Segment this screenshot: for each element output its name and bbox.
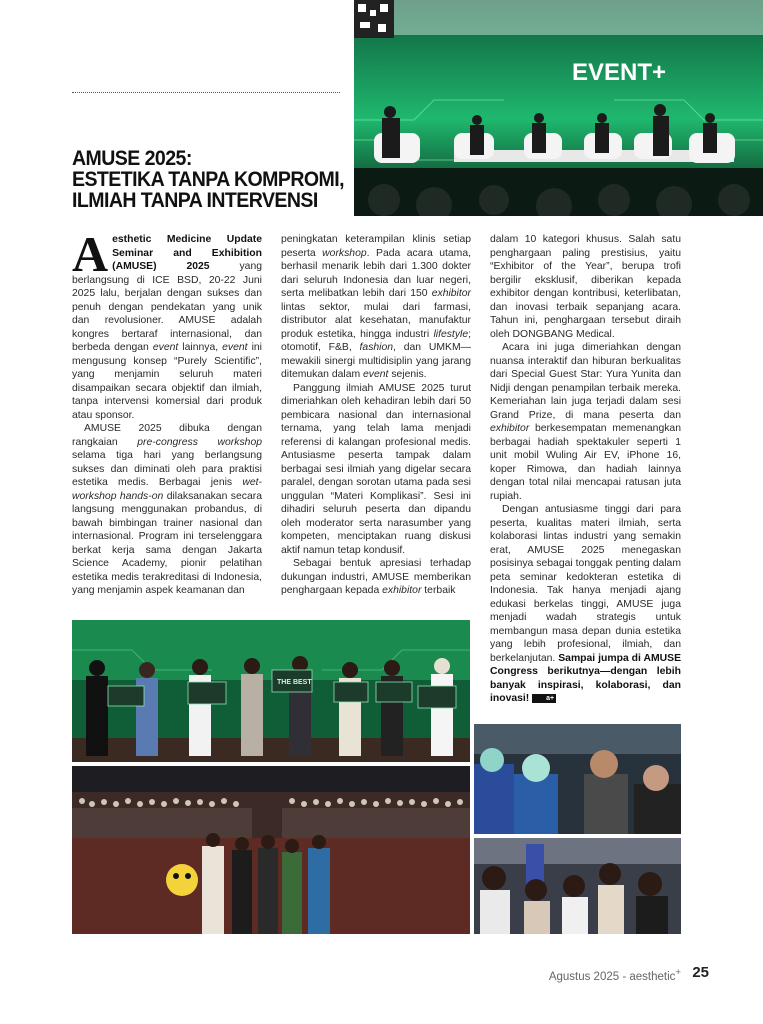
text-italic: exhibitor [382, 585, 422, 596]
paragraph [281, 557, 471, 598]
dotted-divider [72, 92, 340, 93]
text-run: Sebagai bentuk apresiasi terhadap dukungan industri, AMUSE memberikan penghargaan kepada [281, 558, 471, 596]
hero-photo-panel-discussion [354, 0, 763, 216]
article-title [72, 147, 344, 212]
plus-mark: + [675, 967, 681, 978]
text-italic: event [222, 342, 248, 353]
photo-workshop [474, 724, 681, 834]
page-number: 25 [692, 964, 709, 981]
end-mark-icon: a+ [532, 694, 556, 703]
text-run: sejenis. [388, 369, 427, 380]
photo-audience-hall [72, 766, 470, 934]
text-run: Dengan antusiasme tinggi dari para peserta, kualitas materi ilmiah, serta kolaborasi lintas industri yang semakin erat, AMUSE 2025 menegaskan posisinya sebagai tonggak penting dalam peta seminar kedokteran estetika di Indonesia. Tak hanya menjadi ajang edukasi berkelas tinggi, AMUSE juga menjadi wadah strategis untuk membangun masa depan dunia estetika yang lebih profesional, ilmiah, dan berkelanjutan. [490, 504, 681, 664]
text-italic: exhibitor [431, 288, 471, 299]
text-run: Acara ini juga dimeriahkan dengan nuansa interaktif dan hiburan berkualitas dari Special Guest Star: Yura Yunita dan Nidji dengan penampilan terbaik mereka. Kemeriahan lain juga terjadi dalam sesi Grand Prize, di mana peserta dan [490, 342, 681, 421]
article-column-3 [490, 233, 681, 706]
text-italic: event [152, 342, 179, 353]
photo-attendees [474, 838, 681, 934]
event-name-bold: esthetic Medicine Update Seminar and Exhibition (AMUSE) 2025 [112, 234, 262, 272]
photo-award-winners [72, 620, 470, 762]
title-line: ESTETIKA TANPA KOMPROMI, [72, 168, 344, 191]
text-run: lainnya, [178, 342, 223, 353]
title-line: AMUSE 2025: [72, 147, 192, 170]
closing-bold: Sampai jumpa di AMUSE Congress berikutnya—dengan lebih banyak inspirasi, kolaborasi, dan inovasi! [490, 652, 682, 704]
text-run: ; otomotif, F&B, [281, 328, 471, 353]
article-column-2 [281, 233, 471, 598]
text-run: , dan UMKM—mewakili sinergi multidisiplin yang jarang ditemukan dalam [281, 342, 471, 380]
text-italic: fashion [359, 342, 394, 353]
text-italic: wet-workshop hands-on [72, 477, 262, 502]
paragraph [72, 422, 262, 598]
text-run: . Pada acara utama, berhasil menarik lebih dari 1.300 dokter dari seluruh Indonesia dan luar negeri, serta melibatkan lebih dari 150 [281, 247, 472, 299]
text-run: ini mengusung konsep “Purely Scientific”, yang menjamin seluruh materi disampaikan secara objektif dan ilmiah, tanpa intervensi komersial dari produk atau sponsor. [72, 342, 262, 421]
text-run: dilaksanakan secara langsung menggunakan probandus, di bawah bimbingan trainer nasional dan internasional. Program ini terselenggara berkat kerja sama dengan Jakarta Science Academy, pionir pelatihan estetika medis terakreditasi di Indonesia, yang menjamin aspek keamanan dan [72, 490, 262, 596]
text-run: berkesempatan memenangkan berbagai hadiah spektakuler seperti 1 unit mobil Wuling Air EV, iPhone 16, koper Rimowa, dan hadiah lainnya dengan total nilai mencapai ratusan juta rupiah. [490, 423, 681, 502]
paragraph: dalam 10 kategori khusus. Salah satu penghargaan paling prestisius, yaitu “Exhibitor of the Year”, berupa trofi bergilir eksklusif, diberikan kepada exhibitor dengan kontribusi, keterlibatan, dan inovasi terbaik sepanjang acara. Tahun ini, penghargaan tersebut diraih oleh DONGBANG Medical. [490, 234, 681, 340]
footer-publication [549, 967, 681, 983]
text-run: yang berlangsung di ICE BSD, 20-22 Juni 2025 lalu, berjalan dengan sukses dan penuh dengan pendekatan yang unik dan revolusioner. AMUSE adalah kongres bertaraf internasional, dan berbeda dengan [72, 261, 263, 353]
text-run: lintas sektor, mulai dari farmasi, distributor alat kesehatan, manufaktur produk estetika, hingga industri [281, 301, 471, 340]
text-run: peningkatan keterampilan klinis setiap peserta [281, 234, 471, 259]
text-run: AMUSE 2025 dibuka dengan rangkaian [72, 423, 262, 448]
text-run: terbaik [421, 585, 456, 596]
text-italic: pre-congress workshop [137, 436, 262, 448]
hero-banner-text: EVENT+ [572, 59, 667, 86]
paragraph [490, 503, 681, 706]
award-board-text: THE BEST [277, 679, 312, 686]
text-italic: workshop [322, 247, 367, 259]
article-column-1 [72, 226, 263, 598]
text-italic: event [363, 369, 389, 380]
paragraph: Panggung ilmiah AMUSE 2025 turut dimeriahkan oleh kehadiran lebih dari 50 pembicara nasional dan internasional ternama, yang telah lama menjadi referensi di kalangan profesional medis. Antusiasme peserta tampak dalam berbagai sesi ilmiah yang digelar secara paralel, dengan sorotan utama pada sesi unggulan “Materi Komplikasi”. Sesi ini dihadiri seluruh peserta dan dipandu oleh moderator serta narasumber yang kompeten, menciptakan ruang diskusi aktif namun tetap kondusif. [281, 382, 471, 556]
paragraph [72, 226, 263, 422]
title-line: ILMIAH TANPA INTERVENSI [72, 189, 318, 212]
text-italic: lifestyle [433, 328, 469, 340]
publication-label: Agustus 2025 - aesthetic [548, 970, 676, 983]
drop-cap: A [72, 226, 109, 282]
text-run: selama tiga hari yang berlangsung sukses dan diminati oleh para praktisi estetika medis. Berbagai jenis [72, 450, 262, 488]
text-italic: exhibitor [490, 423, 530, 434]
paragraph [490, 341, 681, 503]
paragraph [281, 233, 471, 382]
